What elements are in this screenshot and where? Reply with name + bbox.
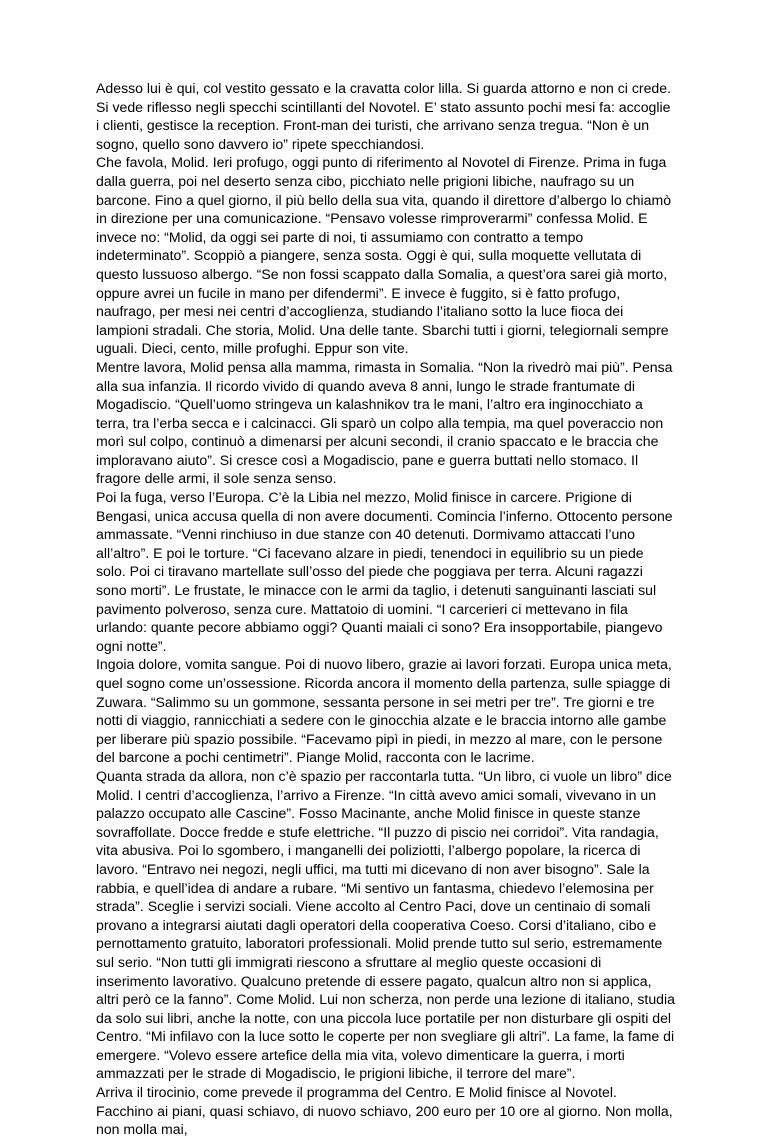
- paragraph-3: Mentre lavora, Molid pensa alla mamma, rimasta in Somalia. “Non la rivedrò mai più”. Pensa alla sua infanzia. Il ricordo vivido di quando aveva 8 anni, lungo le strade frantumate di Mogadiscio. “Quell’uomo stringeva un kalashnikov tra le mani, l’altro era inginocchiato a terra, tra l’erba secca e i calcinacci. Gli sparò un colpo alla tempia, ma quel poveraccio non morì sul colpo, continuò a dimenarsi per alcuni secondi, il cranio spaccato e le braccia che imploravano aiuto”. Si cresce così a Mogadiscio, pane e guerra buttati nello stomaco. Il fragore delle armi, il sole senza senso.: [96, 358, 673, 487]
- paragraph-7: Arriva il tirocinio, come prevede il programma del Centro. E Molid finisce al Novotel. Facchino ai piani, quasi schiavo, di nuovo schiavo, 200 euro per 10 ore al giorno. Non molla, non molla mai,: [96, 1084, 673, 1138]
- paragraph-5: Ingoia dolore, vomita sangue. Poi di nuovo libero, grazie ai lavori forzati. Europa unica meta, quel sogno come un’ossessione. Ricorda ancora il momento della partenza, sulle spiagge di Zuwara. “Salimmo su un gommone, sessanta persone in sei metri per tre”. Tre giorni e tre notti di viaggio, rannicchiati a sedere con le ginocchia alzate e le braccia intorno alle gambe per liberare più spazio possibile. “Facevamo pipì in piedi, in mezzo al mare, con le persone del barcone a pochi centimetri”. Piange Molid, racconta con le lacrime.: [96, 656, 672, 766]
- paragraph-6: Quanta strada da allora, non c’è spazio per raccontarla tutta. “Un libro, ci vuole un libro” dice Molid. I centri d’accoglienza, l’arrivo a Firenze. “In città avevo amici somali, vivevano in un palazzo occupato alle Cascine”. Fosso Macinante, anche Molid finisce in queste stanze sovraffollate. Docce fredde e stufe elettriche. “Il puzzo di piscio nei corridoi”. Vita randagia, vita abusiva. Poi lo sgombero, i manganelli dei poliziotti, l’albergo popolare, la ricerca di lavoro. “Entravo nei negozi, negli uffici, ma tutti mi dicevano di non aver bisogno”. Sale la rabbia, e quell’idea di andare a rubare. “Mi sentivo un fantasma, chiedevo l’elemosina per strada”. Sceglie i servizi sociali. Viene accolto al Centro Paci, dove un centinaio di somali provano a integrarsi aiutati dagli operatori della cooperativa Coeso. Corsi d’italiano, cibo e pernottamento gratuito, laboratori professionali. Molid prende tutto sul serio, estremamente sul serio. “Non tutti gli immigrati riescono a sfruttare al meglio queste occasioni di inserimento lavorativo. Qualcuno pretende di essere pagato, qualcun altro non si applica, altri però ce la fanno”. Come Molid. Lui non scherza, non perde una lezione di italiano, studia da solo sui libri, anche la notte, con una piccola luce portatile per non disturbare gli ospiti del Centro. “Mi infilavo con la luce sotto le coperte per non svegliare gli altri”. La fame, la fame di emergere. “Volevo essere artefice della mia vita, volevo dimenticare la guerra, i morti ammazzati per le strade di Mogadiscio, le prigioni libiche, il terrore del mare”.: [96, 767, 675, 1082]
- paragraph-1: Adesso lui è qui, col vestito gessato e la cravatta color lilla. Si guarda attorno e non ci crede. Si vede riflesso negli specchi scintillanti del Novotel. E’ stato assunto pochi mesi fa: accoglie i clienti, gestisce la reception. Front-man dei turisti, che arrivano senza tregua. “Non è un sogno, quello sono davvero io” ripete specchiandosi.: [96, 80, 672, 152]
- document-page: [96, 79, 676, 1139]
- paragraph-4: Poi la fuga, verso l’Europa. C’è la Libia nel mezzo, Molid finisce in carcere. Prigione di Bengasi, unica accusa quella di non avere documenti. Comincia l’inferno. Ottocento persone ammassate. “Venni rinchiuso in due stanze con 40 detenuti. Dormivamo attaccati l’uno all’altro”. E poi le torture. “Ci facevano alzare in piedi, tenendoci in equilibrio su un piede solo. Poi ci tiravano martellate sull’osso del piede che poggiava per terra. Alcuni ragazzi sono morti”. Le frustate, le minacce con le armi da taglio, i detenuti sanguinanti lasciati sul pavimento polveroso, senza cure. Mattatoio di uomini. “I carcerieri ci mettevano in fila urlando: quante pecore abbiamo oggi? Quanti maiali ci sono? Era insopportabile, piangevo ogni notte”.: [96, 489, 673, 654]
- paragraph-2: Che favola, Molid. Ieri profugo, oggi punto di riferimento al Novotel di Firenze. Prima in fuga dalla guerra, poi nel deserto senza cibo, picchiato nelle prigioni libiche, naufrago su un barcone. Fino a quel giorno, il più bello della sua vita, quando il direttore d’albergo lo chiamò in direzione per una comunicazione. “Pensavo volesse rimproverarmi” confessa Molid. E invece no: “Molid, da oggi sei parte di noi, ti assumiamo con contratto a tempo indeterminato”. Scoppiò a piangere, senza sosta. Oggi è qui, sulla moquette vellutata di questo lussuoso albergo. “Se non fossi scappato dalla Somalia, a quest’ora sarei già morto, oppure avrei un fucile in mano per difendermi”. E invece è fuggito, si è fatto profugo, naufrago, per mesi nei centri d’accoglienza, studiando l’italiano sotto la luce fioca dei lampioni stradali. Che storia, Molid. Una delle tante. Sbarchi tutti i giorni, telegiornali sempre uguali. Dieci, cento, mille profughi. Eppur son vite.: [96, 154, 672, 357]
